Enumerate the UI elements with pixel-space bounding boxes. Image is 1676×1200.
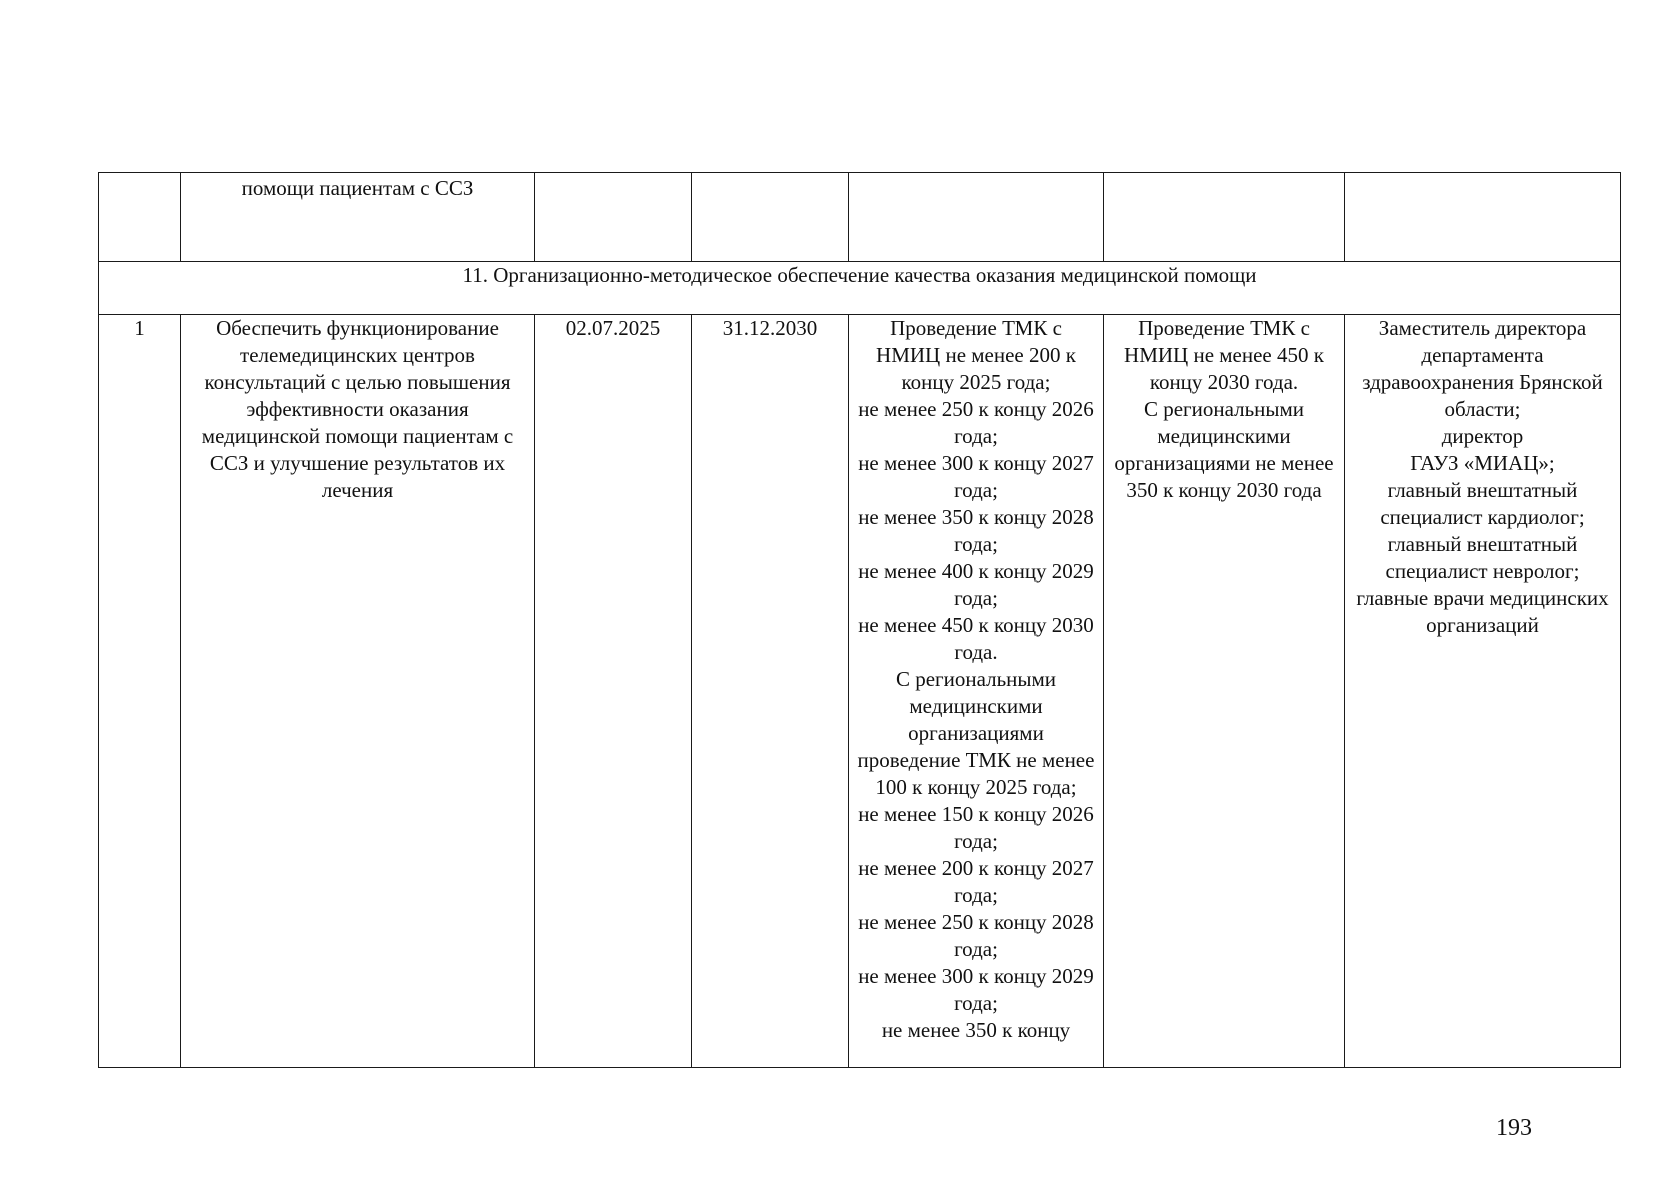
cell-responsible [1345, 173, 1621, 262]
section-title: 11. Организационно-методическое обеспечение качества оказания медицинской помощи [99, 262, 1621, 315]
cell-start-date: 02.07.2025 [535, 315, 692, 1068]
cell-activity: Обеспечить функционирование телемедицинских центров консультаций с целью повышения эффективности оказания медицинской помощи пациентам с ССЗ и улучшение результатов их лечения [181, 315, 535, 1068]
cell-end-date: 31.12.2030 [692, 315, 849, 1068]
table-row-continuation [99, 173, 1621, 262]
cell-result-final [1104, 173, 1345, 262]
cell-activity: помощи пациентам с ССЗ [181, 173, 535, 262]
cell-result-final: Проведение ТМК с НМИЦ не менее 450 к концу 2030 года. С региональными медицинскими организациями не менее 350 к концу 2030 года [1104, 315, 1345, 1068]
table-row-item [99, 315, 1621, 1068]
cell-start-date [535, 173, 692, 262]
cell-number: 1 [99, 315, 181, 1068]
cell-result-annual: Проведение ТМК с НМИЦ не менее 200 к концу 2025 года; не менее 250 к концу 2026 года; не менее 300 к концу 2027 года; не менее 350 к концу 2028 года; не менее 400 к концу 2029 года; не менее 450 к концу 2030 года. С региональными медицинскими организациями проведение ТМК не менее 100 к концу 2025 года; не менее 150 к концу 2026 года; не менее 200 к концу 2027 года; не менее 250 к концу 2028 года; не менее 300 к концу 2029 года; не менее 350 к концу [857, 316, 1095, 1042]
cell-responsible: Заместитель директора департамента здравоохранения Брянской области; директор ГАУЗ «МИАЦ»; главный внештатный специалист кардиолог; главный внештатный специалист невролог; главные врачи медицинских организаций [1345, 315, 1621, 1068]
page-number: 193 [1496, 1115, 1532, 1141]
cell-result-annual-wrap [849, 315, 1104, 1068]
cell-end-date [692, 173, 849, 262]
cell-result-annual [849, 173, 1104, 262]
table-row-section [99, 262, 1621, 315]
cell-number [99, 173, 181, 262]
action-plan-table [98, 172, 1621, 1068]
